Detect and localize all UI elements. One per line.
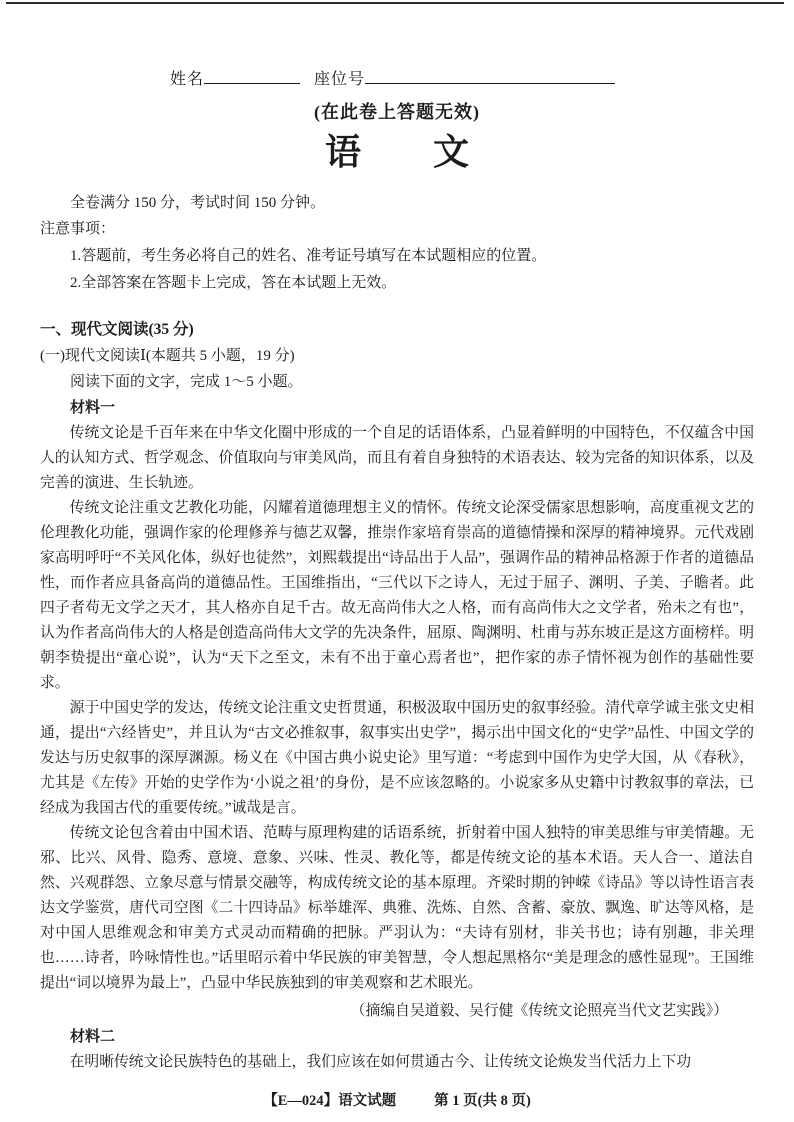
paper-code: 【E—024】语文试题 <box>263 1093 397 1109</box>
candidate-info-line <box>170 66 754 89</box>
seat-label: 座位号 <box>314 71 366 88</box>
page-number: 第 1 页(共 8 页) <box>434 1093 531 1109</box>
material-one-paragraph: 传统文论注重文艺教化功能，闪耀着道德理想主义的情怀。传统文论深受儒家思想影响，高度重视文艺的伦理教化功能，强调作家的伦理修养与德艺双馨，推崇作家培育崇高的道德情操和深厚的精神境界。元代戏剧家高明呼吁“不关风化体，纵好也徒然”，刘熙载提出“诗品出于人品”，强调作品的精神品格源于作者的道德品性，而作者应具备高尚的道德品性。王国维指出，“三代以下之诗人，无过于屈子、渊明、子美、子瞻者。此四子者苟无文学之天才，其人格亦自足千古。故无高尚伟大之人格，而有高尚伟大之文学者，殆未之有也”，认为作者高尚伟大的人格是创造高尚伟大文学的先决条件，屈原、陶渊明、杜甫与苏东坡正是这方面榜样。明朝李贽提出“童心说”，认为“天下之至文，未有不出于童心焉者也”，把作家的赤子情怀视为创作的基础性要求。 <box>40 500 754 691</box>
name-blank <box>204 66 300 84</box>
seat-number-blank <box>365 66 615 84</box>
page-footer <box>0 1089 794 1110</box>
material-one-paragraph: 源于中国史学的发达，传统文论注重文史哲贯通，积极汲取中国历史的叙事经验。清代章学诚主张文史相通，提出“六经皆史”，并且认为“古文必推叙事，叙事实出史学”，揭示出中国文化的“史学”品性、中国文学的发达与历史叙事的深厚渊源。杨义在《中国古典小说史论》里写道：“考虑到中国作为史学大国，从《春秋》，尤其是《左传》开始的史学作为‘小说之祖’的身份，是不应该忽略的。小说家多从史籍中讨教叙事的章法，已经成为我国古代的重要传统。”诚哉是言。 <box>40 700 754 816</box>
note-item-2: 2.全部答案在答题卡上完成，答在本试题上无效。 <box>70 275 397 291</box>
exam-info: 全卷满分 150 分，考试时间 150 分钟。 <box>70 195 326 211</box>
page-title: 语 文 <box>324 132 469 172</box>
material-two-label: 材料二 <box>70 1029 116 1045</box>
material-two-paragraph: 在明晰传统文论民族特色的基础上，我们应该在如何贯通古今、让传统文论焕发当代活力上下功 <box>69 1054 692 1070</box>
reading-instruction: 阅读下面的文字，完成 1～5 小题。 <box>70 374 303 390</box>
notes-heading: 注意事项： <box>40 221 116 237</box>
subsection-heading: (一)现代文阅读Ⅰ(本题共 5 小题，19 分) <box>40 348 295 364</box>
answer-invalid-notice: (在此卷上答题无效) <box>314 102 480 122</box>
note-item-1: 1.答题前，考生务必将自己的姓名、准考证号填写在本试题相应的位置。 <box>70 248 547 264</box>
material-one-paragraph: 传统文论包含着由中国术语、范畴与原理构建的话语系统，折射着中国人独特的审美思维与审美情趣。无邪、比兴、风骨、隐秀、意境、意象、兴味、性灵、教化等，都是传统文论的基本术语。天人合一、道法自然、兴观群怨、立象尽意与情景交融等，构成传统文论的基本原理。齐梁时期的钟嵘《诗品》等以诗性语言表达文学鉴赏，唐代司空图《二十四诗品》标举雄浑、典雅、洗炼、自然、含蓄、豪放、飘逸、旷达等风格，是对中国人思维观念和审美方式灵动而精确的把脉。严羽认为：“夫诗有别材，非关书也；诗有别趣，非关理也……诗者，吟咏情性也。”话里昭示着中华民族的审美智慧，令人想起黑格尔“美是理念的感性显现”。王国维提出“词以境界为最上”，凸显中华民族独到的审美观察和艺术眼光。 <box>40 825 754 991</box>
material-one-paragraph: 传统文论是千百年来在中华文化圈中形成的一个自足的话语体系，凸显着鲜明的中国特色，不仅蕴含中国人的认知方式、哲学观念、价值取向与审美风尚，而且有着自身独特的术语表达、较为完备的知识体系，以及完善的演进、生长轨迹。 <box>40 425 754 491</box>
material-one-label: 材料一 <box>70 400 116 416</box>
section-heading: 一、现代文阅读(35 分) <box>40 321 194 338</box>
material-one-attribution: （摘编自吴道毅、吴行健《传统文论照亮当代文艺实践》） <box>350 1003 728 1019</box>
scan-edge-artifact <box>6 2 784 4</box>
name-label: 姓名 <box>170 71 205 88</box>
